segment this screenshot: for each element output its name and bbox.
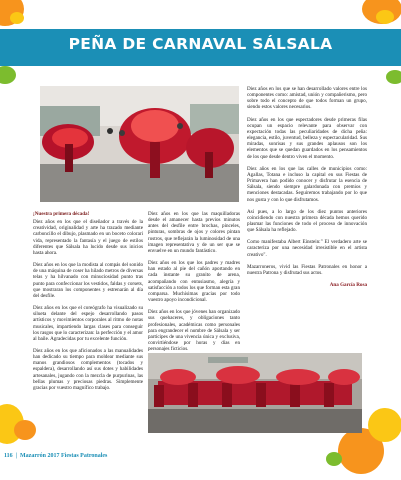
carnival-troupe-illustration	[148, 353, 362, 433]
footer-separator: |	[15, 453, 17, 459]
paragraph: Diez años en los que el diseñador a través de la creatividad, originalidad y arte ha trazado mediante carboncillo el dibujo, plasmado en un boceto colorari vida, representado la fantasía y el juego de estilos diferentes que Sálsala ha lucido desde sus inicios hasta ahora.	[33, 219, 143, 256]
paragraph: Diez años en los que las calles de municipios como: Agallas, Totana e incluso la capital en sus Fiestas de Primavera han podido conocer y disfrutar la esencia de Sálsala, siendo siempre galardonada con premios y menciones destacadas. Seguiremos trabajando por lo que nos gusta y con lo que disfrutamos.	[247, 165, 367, 203]
carnival-parade-photo-bottom	[148, 353, 362, 433]
carnival-parade-photo-top	[40, 86, 239, 202]
paragraph: Diez años en los que las maquilladoras desde el amanecer hasta previos minutos antes del desfile entre brochas, pinceles, pinturas, sombras de ojos y colores pintan rostros, que reflejarán la luminosidad de una imagen representativa y de un ser que se envuelve en un mundo fantástico.	[148, 211, 240, 254]
text-column-middle	[148, 211, 240, 358]
paint-splash-bottom-right-yellow	[368, 408, 401, 442]
paint-splash-bottom-left-orange	[14, 420, 36, 440]
paint-splash-bottom-right-green	[326, 452, 342, 466]
author-signature: Ana García Rosa	[329, 282, 367, 289]
page-footer	[4, 453, 107, 459]
publication-title: Mazarrón 2017 Fiestas Patronales	[20, 453, 108, 459]
text-column-right-top	[247, 86, 367, 294]
paragraph: Diez años en los que los padres y madres han estado al pie del cañón aportando en cada instante su granito de arena, acompañando con entusiasmo, alegría y satisfacción a todos los que forman esta gran comparsa. Muchísimas gracias por todo vuestro apoyo incondicional.	[148, 260, 240, 304]
paragraph: Como manifestaba Albert Einstein:" El verdadero arte se caracteriza por una necesidad irresistible en el artista creativo".	[247, 239, 367, 258]
paragraph: Diez años en los que se han desarrollado valores entre los componentes como: amistad, unión y compañerismo, pero sobre todo el concepto de que todos forman un grupo, siendo estos valores necesarios.	[247, 86, 367, 111]
section-heading: ¡Nuestra primera década!	[33, 211, 90, 217]
paint-splash-top-right-yellow	[376, 10, 394, 24]
paragraph: Diez años en los que la modista al compás del sonido de una máquina de coser ha hilado metros de diversas telas y ha hilvanado con minuciosidad punto tras punto para confeccionar los vestidos, faldas y corsets, que mostraran los componentes y estrenarán al día del desfile.	[33, 262, 143, 299]
paragraph: Diez años en los que aficionados a las manualidades han dedicado su tiempo para moldear mediante sus manos grandiosos complementos (tocados y espaldera), desarrollando así sus dotes y habilidades artesanales, jugando con la mezcla de purpurinas, las bellas plumas y preciosas piedras. Simplemente gracias por vuestro magnífico trabajo.	[33, 347, 143, 391]
paragraph: Diez años en los que el coreógrafo ha visualizado su silueta delante del espejo desarrollando pasos artísticos y movimientos corporales al ritmo de notas musicales, impartiendo largas clases para conseguir los rasgos que lo caracterizan: la perfección y el amor al baile. Agradecidas por tu excelente función.	[33, 305, 143, 342]
paint-splash-top-left-yellow	[10, 12, 24, 24]
paragraph: Así pues, a lo largo de los diez puntos anteriores coincidiendo con nuestra primera década hemos querido plasmar las funciones de todo el proceso de innovación que Sálsala ha reflejado.	[247, 208, 367, 234]
carnival-dancers-illustration	[40, 86, 239, 202]
paint-splash-right-green	[386, 70, 401, 84]
page-title: PEÑA DE CARNAVAL SÁLSALA	[68, 35, 333, 53]
paragraph: Diez años en los que espectadores desde primeras filas ocupan un espacio relevante para observar con expectación todas las peculiaridades de dicha peña: elegancia, estilo, juventud, belleza y espectacularidad. Sus miradas, sonrisas y sus grandes aplausos son los elementos que se quedan guardados en los pensamientos de los que desde dentro viven el momento.	[247, 116, 367, 160]
page-number: 116	[4, 453, 13, 459]
paint-splash-left-green	[0, 66, 16, 84]
text-column-left	[33, 211, 143, 397]
paragraph: Diez años en los que jóvenes han organizado sus quehaceres, y obligaciones tanto profesionales, académicas como personales para engrandecer el nombre de Sálsala y ser partícipes de una vivencia única y exclusiva, convirtiéndose por horas y días en personajes ficticios.	[148, 309, 240, 353]
paragraph: Mazarroneros, vivid las Fiestas Patronales en honor a nuestra Patrona y disfrutad sus actos.	[247, 263, 367, 276]
